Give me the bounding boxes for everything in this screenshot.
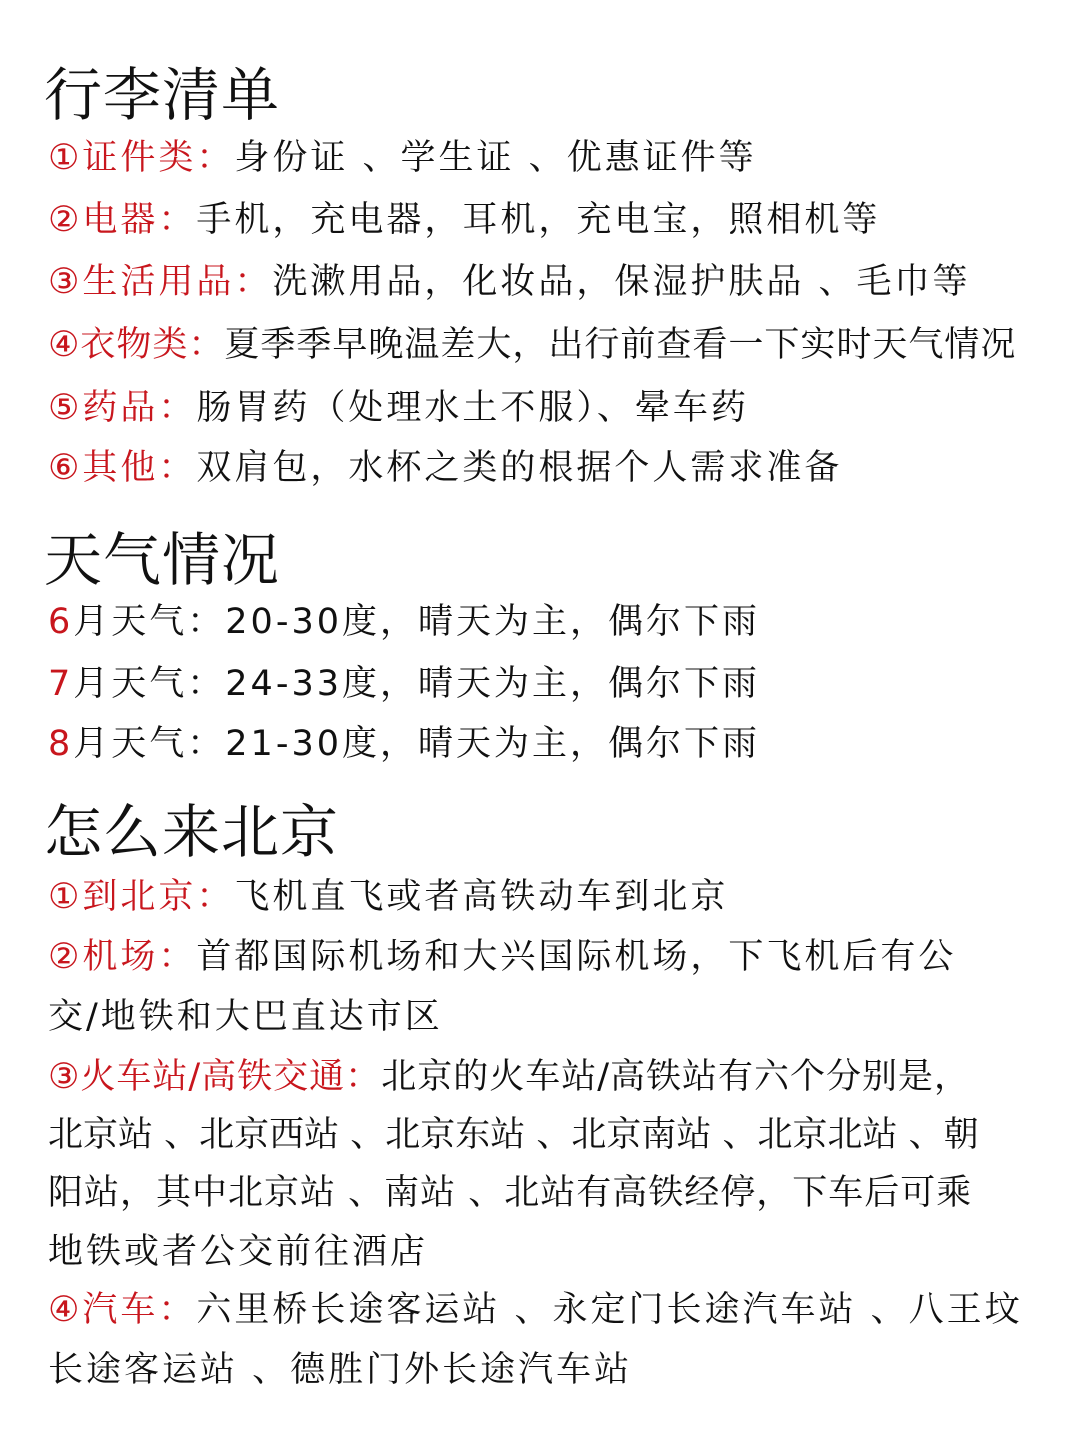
item-number: ③ xyxy=(48,262,83,302)
weather-text: 月天气：24-33度，晴天为主，偶尔下雨 xyxy=(73,664,760,704)
item-text: 洗漱用品，化妆品，保湿护肤品 、毛巾等 xyxy=(272,262,971,302)
item-text: 手机，充电器，耳机，充电宝，照相机等 xyxy=(196,200,881,240)
item-text-continued: 交/地铁和大巴直达市区 xyxy=(48,997,443,1037)
item-text: 六里桥长途客运站 、永定门长途汽车站 、八王坟 xyxy=(196,1290,1023,1330)
month-number: 8 xyxy=(48,724,74,764)
item-label: 其他： xyxy=(82,448,197,488)
item-text: 飞机直飞或者高铁动车到北京 xyxy=(234,877,729,917)
list-item xyxy=(48,258,971,306)
item-text: 肠胃药（处理水土不服）、晕车药 xyxy=(196,388,749,428)
month-number: 7 xyxy=(48,664,74,704)
item-text-continued: 阳站，其中北京站 、南站 、北站有高铁经停，下车后可乘 xyxy=(48,1173,973,1213)
item-number: ④ xyxy=(48,325,81,365)
item-label: 药品： xyxy=(82,388,197,428)
item-text: 双肩包，水杯之类的根据个人需求准备 xyxy=(196,448,843,488)
item-text: 身份证 、学生证 、优惠证件等 xyxy=(234,138,757,178)
section-title-transport: 怎么来北京 xyxy=(44,798,340,866)
item-text: 北京的火车站/高铁站有六个分别是， xyxy=(381,1057,970,1097)
item-number: ③ xyxy=(48,1057,81,1097)
weather-item xyxy=(48,660,760,708)
item-number: ② xyxy=(48,937,83,977)
list-item xyxy=(48,1286,1023,1334)
item-label: 到北京： xyxy=(82,877,235,917)
section-title-weather: 天气情况 xyxy=(44,526,281,594)
item-label: 电器： xyxy=(82,200,197,240)
item-label: 衣物类： xyxy=(80,325,225,365)
item-text: 首都国际机场和大兴国际机场，下飞机后有公 xyxy=(196,937,957,977)
item-text-continued: 北京站 、北京西站 、北京东站 、北京南站 、北京北站 、朝 xyxy=(48,1115,979,1155)
list-item xyxy=(48,1053,970,1101)
weather-text: 月天气：21-30度，晴天为主，偶尔下雨 xyxy=(73,724,760,764)
item-number: ⑤ xyxy=(48,388,83,428)
item-text: 夏季季早晚温差大，出行前查看一下实时天气情况 xyxy=(224,325,1017,365)
item-text-continued: 长途客运站 、德胜门外长途汽车站 xyxy=(48,1350,633,1390)
item-label: 汽车： xyxy=(82,1290,197,1330)
item-number: ④ xyxy=(48,1290,83,1330)
item-label: 火车站/高铁交通： xyxy=(80,1057,382,1097)
list-item xyxy=(48,134,757,182)
section-title-packing: 行李清单 xyxy=(44,61,281,129)
month-number: 6 xyxy=(48,602,74,642)
item-text-continued: 地铁或者公交前往酒店 xyxy=(48,1232,429,1272)
list-item xyxy=(48,933,956,981)
item-number: ⑥ xyxy=(48,448,83,488)
item-number: ② xyxy=(48,200,83,240)
weather-item xyxy=(48,598,760,646)
item-label: 证件类： xyxy=(82,138,235,178)
list-item xyxy=(48,444,842,492)
list-item xyxy=(48,196,880,244)
list-item xyxy=(48,384,749,432)
list-item xyxy=(48,321,1016,369)
item-label: 机场： xyxy=(82,937,197,977)
item-label: 生活用品： xyxy=(82,262,273,302)
item-number: ① xyxy=(48,138,83,178)
list-item xyxy=(48,873,728,921)
item-number: ① xyxy=(48,877,83,917)
weather-item xyxy=(48,720,760,768)
weather-text: 月天气：20-30度，晴天为主，偶尔下雨 xyxy=(73,602,760,642)
